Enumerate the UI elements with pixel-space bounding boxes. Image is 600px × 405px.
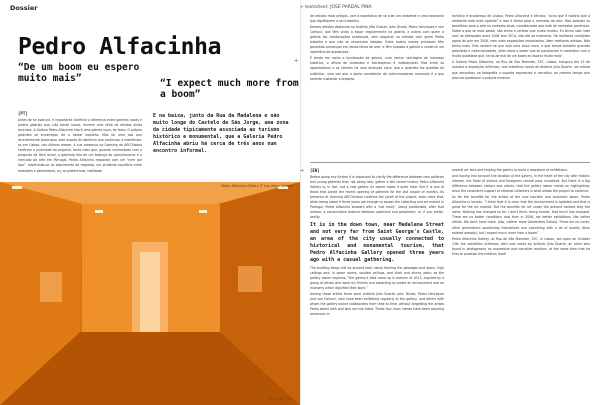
language-divider [310,162,590,163]
lead-paragraph-en: It is in the down town, near Madalena Street and not very far from Saint George's Castle, an area of the city usually connected to historical and monumental tourism, that Pedro Alfacinha Gallery opened three years ago with a casual gathering. [310,222,444,263]
paragraph: turístico e económico de Lisboa, Pedro Alfacinha é técnico: “acho que é notório que o ambiente está mais agitado” e isso é ótimo para o mercado da arte. Mas assinala as benefícios para a arte no contexto atual, considerando que está de contextos genéricos. Sobre o que se mais passa, não tenho a certeza que muito mudou. Eu tenho sido mais real: as alterações entre 2006 tem 2014, não até ao momento. Há melhores condições agora do que em 2006, nem mais exposições importantes. Nem melhores artistas. Não tenho mais. Eles sentem se que seja uma coisa nova, e que temos também grandes galeristas e coleccionadores, aliás como o poder que se posicionam e coexistem com a muita qualidade que, se há-de mal de um boom eu espero muito mais”. [452,14,590,59]
gallery-interior-image [0,182,300,405]
pull-quote-en: “I expect much more from a boom” [160,78,299,100]
language-label-pt: [PT] [18,111,28,116]
plus-marker: + [300,168,305,174]
gallery-photo [0,182,300,405]
page-number: contEXt 081 [268,397,293,401]
paragraph: And having into account the location of the gallery, in the heart of the city with historic interest, the flood of visitors and foreigners cannot pass unnoticed. But there is a big difference between visitors and clients, that the gallery owner insists on highlighting, since the consistent support of national collectors is what allows the project to continue. [452,174,590,194]
pt-column-2 [310,14,444,160]
paragraph: several art fairs and helping the gallery to build a repertoire of exhibitions. [452,168,568,172]
language-label-en: [EN] [310,168,320,173]
pt-column-3 [452,14,590,160]
paragraph: Antes de se avançar, é importante clarificar a diferença entre galerias novas e jovens galerias que, não sendo novas, reúnem uma série de artistas ainda recentes. A Galeria Pedro Alfacinha não é uma galeria nova, de facto. O próprio galerista se encarregou de o deixar explícito. Mas foi uma das que recentemente preocupou este impeto de abertura que continuou a manifestar-se em Lisboa, nos últimos meses. A sua presença na Opening da ARCOlisboa confirma a juventude do projecto, tanto mais que, quando confrontado com a pergunta da feira anual, o galerista fala de um balanço do coleccionismo e o mercado da arte em Portugal. Pedro Alfacinha responde com um “nem por isso”, advertindo-se no seguimento da resposta, um prudente equilíbrio entre ambições e pessimismo, ou, se preferirmos, realidade. [18,118,142,173]
plus-marker: + [294,58,299,64]
en-column-3 [452,168,590,400]
paragraph: Desses artistas destacam-se António Júlio Duarte, John Divola, Pedro Henriques e von Calhau!, que têm vindo a expor regularmente na galeria, e outros com quem a galeria fez colaborações ocasionais, sem esquecer os artistas com quem Pedro trabalha e que não se encontram listados. Estes quatro nomes principais têm garantido presenças em várias feiras de arte, e têm ajudado a galeria a construir um repertório de exposições. [310,25,444,55]
paragraph: de artistas mais antigos, com a expetativa de se criar um ambiente e uma economia que dignifiquem o seu trabalho. [310,14,444,24]
article-headline: Pedro Alfacinha [18,34,222,60]
paragraph: Pedro Alfacinha Gallery, at Rua de São Mamede, 25C, in Lisbon, will open on October 13th the exhibition Arithmos, with new works by António Júlio Duarte, an artist who found in photography an expressive and narrative medium, at the same time that he tries to question the medium itself. [452,236,590,256]
photo-caption: Pedro Alfacinha Gallery © Luis Serra Gallery [221,184,292,188]
page-fold [300,0,301,405]
paragraph: Among these artists there were António Júlio Duarte, John Divola, Pedro Henriques and von Calhau!, who have been exhibiting regularly at the gallery, and others with whom the gallery owner collaborates from time to time, without forgetting the artists Pedro works with and who are not listed. These four main names have been assuring presences in [310,292,444,317]
paragraph: É tendo em conta a localização da galeria, num centro nevrálgico de interesse histórico, o afluxo de visitantes e estrangeiros é indisfarçável. Mas entre os espectadores e os clientes há uma distinção clara, que o galerista faz questão de sublinhar, uma vez que o apoio consistente de coleccionadores nacionais é o que permite sustentar o projecto. [310,56,444,81]
en-column-2 [310,168,444,400]
paragraph: The building keeps still its ancient look: stone framing the passages and doors, high ceilings and, in some rooms, vaulted ceilings, and thick and sturdy walls; as the gallery owner explains, “the gallery's idea came up in autumn of 2013, inspired by a group of artists who were my friends and expecting to create an environment and an economy which dignified their work.” [310,265,444,291]
paragraph: As for the benefits for the artists of the new touristic and economic boom, Pedro Alfacinha is laconic: “I think that it is clear that the environment is agitated and that is great for the art market. But the benefits for art under the present context stay the same. Nothing has changed so far. I don't think, being honest, that much has changed. There are no better conditions now than in 2006, nor better exhibitions. Nor better artists. We don't have more. Also, neither more Alexandres Estrela. There are no cover, other generations positioning themselves and coexisting with a lot of quality (they existed already), but I expect much more from a boom”. [452,195,590,235]
author-credit: + texto/text: JOSÉ PARDAL PINA [300,5,372,10]
section-title: Dossier [10,4,38,12]
paragraph: A Galeria Pedro Alfacinha, na Rua de São Mamede, 25C, Lisboa, inaugura dia 13 de outubro a exposição Arithmos, com trabalhos novos de António Júlio Duarte, um artista que encontrou na fotografia o suporte expressivo e narrativo, ao mesmo tempo que procura questionar o próprio medium. [452,60,590,80]
pull-quote-pt: “De um boom eu espero muito mais” [18,62,140,84]
paragraph: Before going any further it is important to clarify the difference between new galleries and young galleries that, not being new, gather a still recent history. Pedro Alfacinha Gallery is, in fact, not a new gallery. Its owner made it quite clear. But it is one of those that joined the recent opening of galleries for the last couple of months. Its presence at Opening ARCOLisboa confirms the youth of the project, even more that, when being asked if three years are enough to assess the collecting and art market in Portugal, Pedro Alfacinha answers with a “not really”, being predictable, after that answer, a conservative balance between optimism and pessimism, or, if you prefer, reality. [310,175,444,220]
lead-paragraph-pt: É na baixa, junto da Rua da Madalena e não muito longe do Castelo de São Jorge, uma zona da cidade tipicamente associada ao turismo histórico e monumental, que a Galeria Pedro Alfacinha abriu há cerca de três anos num encontro informal. [153,113,289,154]
pt-column-1 [18,111,142,173]
